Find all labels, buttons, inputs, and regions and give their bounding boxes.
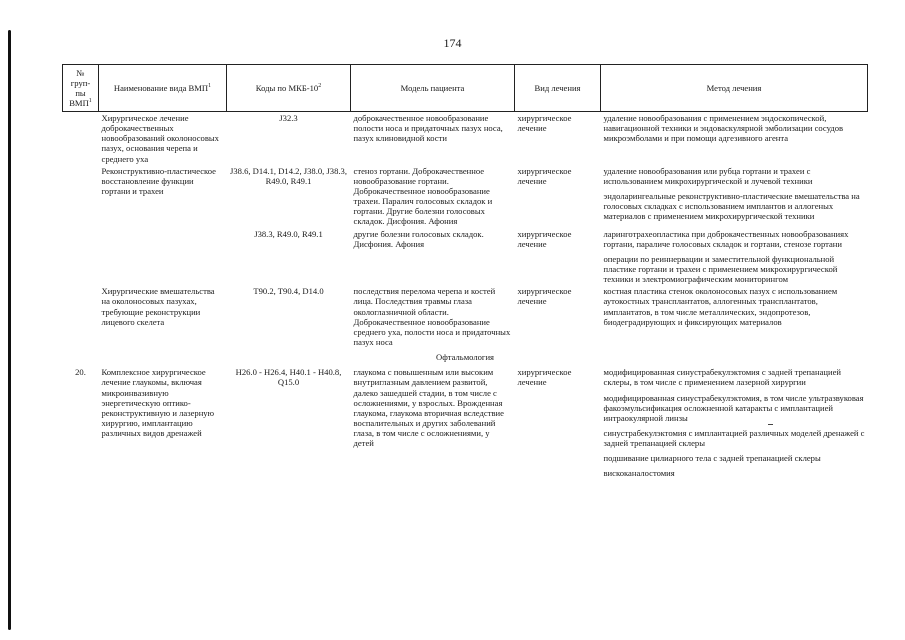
cell-group-number — [63, 228, 99, 286]
method-item: вискоканалостомия — [603, 468, 675, 479]
header-patient-model: Модель пациента — [351, 65, 515, 112]
table-row — [63, 366, 868, 479]
header-treatment-method: Метод лечения — [601, 65, 868, 112]
cell-group-number — [63, 112, 99, 165]
cell-treatment-methods — [601, 165, 868, 228]
table-row — [63, 165, 868, 228]
cell-treatment-methods — [601, 228, 868, 286]
cell-patient-model: стеноз гортани. Доброкачественное новообразование гортани. Доброкачественное новообразование трахеи. Паралич голосовых складок и гортани. Другие болезни голосовых складок. Дисфония. Афония — [353, 165, 493, 227]
cell-patient-model: глаукома с повышенным или высоким внутриглазным давлением развитой, далеко зашедшей стадии, в том числе с осложнениями, у взрослых. Врожденная глаукома, глаукома вторичная вследствие воспалительных и других заболеваний глаза, в том числе с осложнениями, у детей — [353, 367, 504, 449]
cell-icd-codes: T90.2, T90.4, D14.0 — [253, 286, 324, 297]
table-row — [63, 228, 868, 286]
cell-group-number: 20. — [75, 367, 86, 378]
table-header-row — [63, 65, 868, 112]
cell-icd-codes: H26.0 - H26.4, H40.1 - H40.8, Q15.0 — [235, 367, 342, 388]
header-icd-codes: Коды по МКБ-$10^2$ — [227, 65, 351, 112]
method-item: костная пластика стенок околоносовых пазух с использованием аутокостных трансплантатов, аллогенных трансплантатов, имплантатов, в том числе металлических, эндопротезов, биодеградирующих и фиксирующих материалов — [603, 286, 838, 327]
method-item: синустрабекулэктомия с имплантацией различных моделей дренажей с задней трепанацией склеры — [603, 427, 865, 449]
method-item: подшивание цилиарного тела с задней трепанацией склеры — [603, 453, 821, 464]
section-title: Офтальмология — [435, 352, 495, 363]
method-item: модифицированная синустрабекулэктомия, в том числе ультразвуковая факоэмульсификация осложненной катаракты с имплантацией интраокулярной линзы — [603, 392, 864, 423]
section-heading-row — [63, 348, 868, 366]
cell-treatment-methods — [601, 285, 868, 348]
table-row — [63, 112, 868, 165]
method-item: ларинготрахеопластика при доброкачественных новообразованиях гортани, параличе голосовых складок и гортани, стенозе гортани — [603, 228, 849, 249]
cell-vmp-name: Реконструктивно-пластическое восстановление функции гортани и трахеи — [101, 165, 216, 196]
cell-icd-codes: J38.3, R49.0, R49.1 — [254, 228, 323, 239]
cell-patient-model: последствия перелома черепа и костей лица. Последствия травмы глаза окологлазничной области. Доброкачественное новообразование среднего уха, полости носа и придаточных пазух носа — [353, 286, 511, 347]
cell-treatment-methods — [601, 366, 868, 479]
scan-edge-mark — [8, 30, 11, 630]
cell-icd-codes: J32.3 — [279, 113, 298, 123]
cell-treatment-methods — [601, 112, 868, 165]
method-item: операции по реиннервации и заместительной функциональной пластике гортани и трахеи с применением микрохирургической техники и электромиографическим мониторингом — [603, 253, 838, 285]
page-number: 174 — [443, 36, 462, 50]
cell-group-number — [63, 285, 99, 348]
cell-vmp-name: Хирургическое лечение доброкачественных новообразований околоносовых пазух, основания черепа и среднего уха — [101, 113, 219, 164]
cell-treatment-kind: хирургическое лечение — [517, 286, 572, 307]
cell-treatment-kind: хирургическое лечение — [517, 113, 572, 134]
cell-patient-model: доброкачественное новообразование полости носа и придаточных пазух носа, пазух клиновидной кости — [353, 113, 503, 144]
header-treatment-kind: Вид лечения — [515, 65, 601, 112]
header-group-number: № груп-пы ВМП$^1$ — [63, 65, 99, 112]
cell-treatment-kind: хирургическое лечение — [517, 165, 572, 186]
method-item: модифицированная синустрабекулэктомия с задней трепанацией склеры, в том числе с применением лазерной хирургии — [603, 367, 841, 388]
cell-patient-model: другие болезни голосовых складок. Дисфония. Афония — [353, 228, 484, 249]
cell-treatment-kind: хирургическое лечение — [517, 367, 572, 388]
header-vmp-name: Наименование вида ВМП$^1$ — [99, 65, 227, 112]
method-item: удаление новообразования с применением эндоскопической, навигационной техники и эндоваскулярной эмболизации сосудов микроэмболами и при помощи адгезивного агента — [603, 113, 844, 144]
cell-vmp-name: Комплексное хирургическое лечение глаукомы, включая микроинвазивную энергетическую оптико-реконструктивную и лазерную хирургию, имплантацию различных видов дренажей — [101, 367, 215, 439]
cell-group-number — [63, 165, 99, 228]
cell-vmp-name: Хирургические вмешательства на околоносовых пазухах, требующие реконструкции лицевого скелета — [101, 286, 215, 327]
method-item: удаление новообразования или рубца гортани и трахеи с использованием микрохирургической и лучевой техники — [603, 165, 813, 186]
method-item: эндоларингеальные реконструктивно-пластические вмешательства на голосовых складках с использованием имплантов и аллогеных материалов с применением микрохирургической техники — [603, 190, 860, 222]
cell-vmp-name — [99, 228, 227, 286]
table-row — [63, 285, 868, 348]
cell-icd-codes: J38.6, D14.1, D14.2, J38.0, J38.3, R49.0, R49.1 — [230, 165, 347, 186]
cell-treatment-kind: хирургическое лечение — [517, 228, 572, 249]
scan-artifact-mark — [768, 424, 773, 425]
vmp-table — [62, 64, 868, 480]
